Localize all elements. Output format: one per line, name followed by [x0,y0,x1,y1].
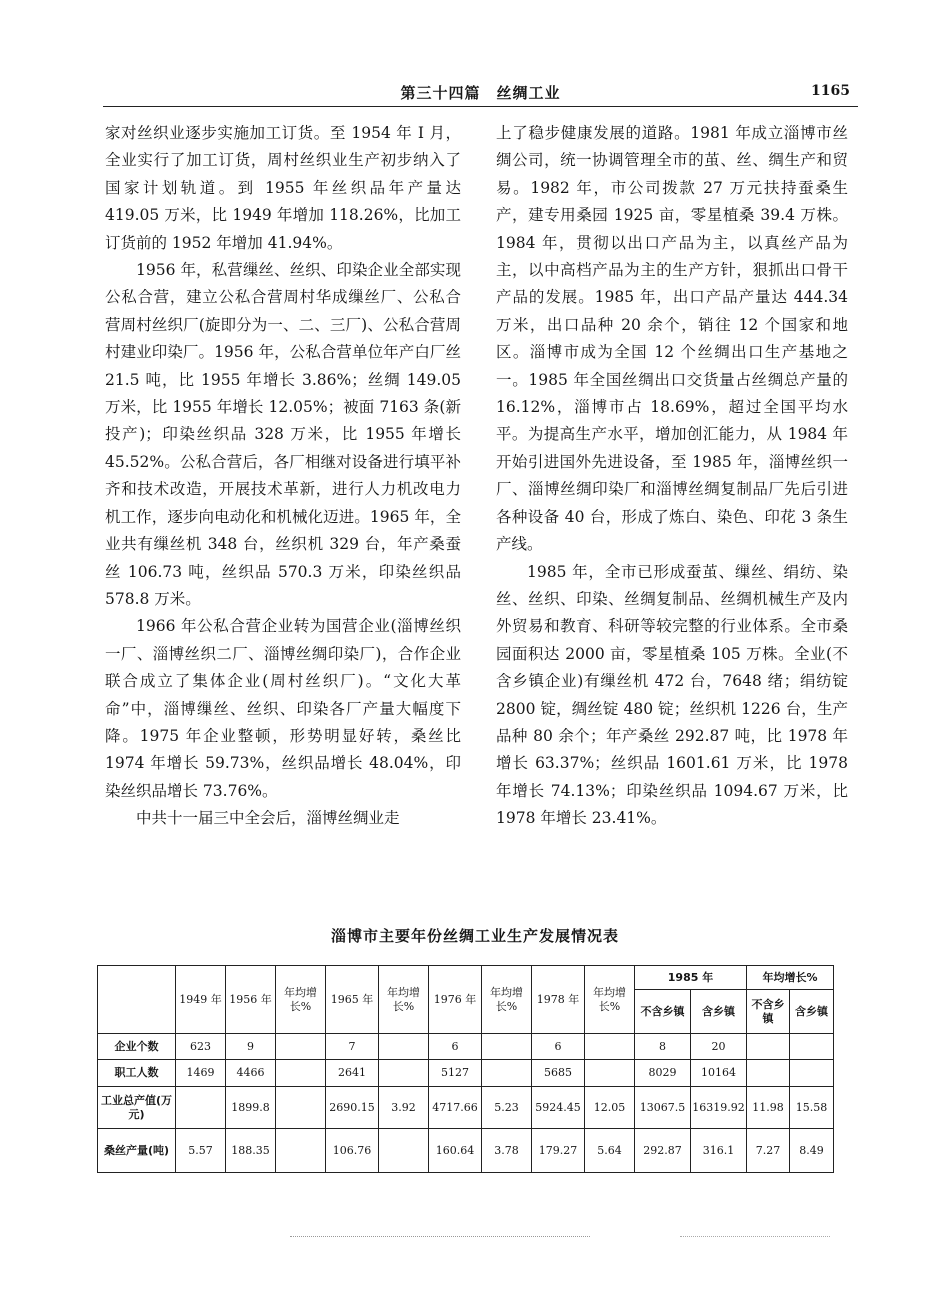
col-header-1976: 1976 年 [429,966,482,1034]
col-header-growth-excl: 不含乡镇 [747,990,790,1034]
table-cell: 623 [176,1034,226,1060]
col-header-1985-incl: 含乡镇 [691,990,747,1034]
table-cell: 3.92 [379,1087,429,1129]
table-cell: 5.57 [176,1129,226,1173]
col-header-1978: 1978 年 [532,966,585,1034]
table-cell: 5127 [429,1060,482,1087]
table-cell [482,1034,532,1060]
table-cell: 10164 [691,1060,747,1087]
table-cell: 5.64 [585,1129,635,1173]
table-cell: 20 [691,1034,747,1060]
table-cell [276,1034,326,1060]
header-title [103,82,858,103]
table-cell [379,1034,429,1060]
table-cell: 160.64 [429,1129,482,1173]
table-cell [379,1129,429,1173]
table-cell [379,1060,429,1087]
table-cell: 3.78 [482,1129,532,1173]
table-title: 淄博市主要年份丝绸工业生产发展情况表 [330,927,619,945]
table-row [98,1087,834,1129]
table-row [98,1129,834,1173]
table-cell: 1899.8 [226,1087,276,1129]
table-cell: 9 [226,1034,276,1060]
table-cell: 16319.92 [691,1087,747,1129]
table-cell [482,1060,532,1087]
header-section: 第三十四篇 [400,84,481,102]
paragraph: 中共十一届三中全会后，淄博丝绸业走 [136,809,400,828]
paragraph: 1956 年，私营缫丝、丝织、印染企业全部实现公私合营，建立公私合营周村华成缫丝厂、公私合营周村丝织厂(旋即分为一、二、三厂)、公私合营周村建业印染厂。1956 年，公私合营单位年产白厂丝 21.5 吨，比 1955 年增长 3.86%；丝绸 149.05 万米，比 1955 年增长 12.05%；被面 7163 条(新投产)；印染丝织品 328 万米，比 1955 年增长 45.52%。公私合营后，各厂相继对设备进行填平补齐和技术改造，开展技术革新，进行人力机改电力机工作，逐步向电动化和机械化迈进。1965 年，全业共有缫丝机 348 台，丝织机 329 台，年产桑蚕丝 106.73 吨，丝织品 570.3 万米，印染丝织品 578.8 万米。 [105,261,461,608]
col-header-annual-growth: 年均增长% [747,966,834,990]
table-cell: 15.58 [790,1087,834,1129]
row-label: 工业总产值(万元) [98,1087,176,1129]
row-label: 桑丝产量(吨) [98,1129,176,1173]
table-cell: 7 [326,1034,379,1060]
table-cell: 179.27 [532,1129,585,1173]
table-cell: 5.23 [482,1087,532,1129]
right-column [496,120,848,833]
row-label: 企业个数 [98,1034,176,1060]
table-cell [276,1129,326,1173]
table-cell: 292.87 [635,1129,691,1173]
table-cell [276,1087,326,1129]
table-cell [276,1060,326,1087]
corner-cell [98,966,176,1034]
header-chapter: 丝绸工业 [496,84,561,102]
left-column [105,120,461,833]
production-table [97,965,834,1173]
table-cell: 8029 [635,1060,691,1087]
table-cell: 4717.66 [429,1087,482,1129]
paragraph: 1966 年公私合营企业转为国营企业(淄博丝织一厂、淄博丝织二厂、淄博丝绸印染厂)，合作企业联合成立了集体企业(周村丝织厂)。“文化大革命”中，淄博缫丝、丝织、印染各厂产量大幅度下降。1975 年企业整顿，形势明显好转，桑丝比 1974 年增长 59.73%，丝织品增长 48.04%，印染丝织品增长 73.76%。 [105,617,461,800]
table-cell [585,1060,635,1087]
paragraph: 1985 年，全市已形成蚕茧、缫丝、绢纺、染丝、丝织、印染、丝绸复制品、丝绸机械生产及内外贸易和教育、科研等较完整的行业体系。全市桑园面积达 2000 亩，零星植桑 105 万株。全业(不含乡镇企业)有缫丝机 472 台，7648 绪；绢纺锭 2800 锭，绸丝锭 480 锭；丝织机 1226 台，生产品种 80 余个；年产桑丝 292.87 吨，比 1978 年增长 63.37%；丝织品 1601.61 万米，比 1978 年增长 74.13%；印染丝织品 1094.67 万米，比 1978 年增长 23.41%。 [496,562,848,828]
table-cell [747,1034,790,1060]
table-row [98,1034,834,1060]
table-cell: 4466 [226,1060,276,1087]
table-cell: 316.1 [691,1129,747,1173]
col-header-1965: 1965 年 [326,966,379,1034]
table-cell: 188.35 [226,1129,276,1173]
table-cell: 8.49 [790,1129,834,1173]
table-cell: 11.98 [747,1087,790,1129]
paragraph: 家对丝织业逐步实施加工订货。至 1954 年 I 月，全业实行了加工订货，周村丝织业生产初步纳入了国家计划轨道。到 1955 年丝织品年产量达 419.05 万米，比 1949 年增加 118.26%，比加工订货前的 1952 年增加 41.94%。 [105,124,461,252]
table-cell: 6 [532,1034,585,1060]
table-cell [790,1060,834,1087]
table-cell [790,1034,834,1060]
table-cell: 106.76 [326,1129,379,1173]
col-header-1985-excl: 不含乡镇 [635,990,691,1034]
table-cell: 2690.15 [326,1087,379,1129]
col-header-growth: 年均增长% [276,966,326,1034]
col-header-growth: 年均增长% [379,966,429,1034]
col-header-growth: 年均增长% [585,966,635,1034]
col-header-1949: 1949 年 [176,966,226,1034]
paragraph: 上了稳步健康发展的道路。1981 年成立淄博市丝绸公司，统一协调管理全市的茧、丝、绸生产和贸易。1982 年，市公司拨款 27 万元扶持蚕桑生产，建专用桑园 1925 亩，零星植桑 39.4 万株。1984 年，贯彻以出口产品为主，以真丝产品为主，以中高档产品为主的生产方针，狠抓出口骨干产品的发展。1985 年，出口产品产量达 444.34 万米，出口品种 20 余个，销往 12 个国家和地区。淄博市成为全国 12 个丝绸出口生产基地之一。1985 年全国丝绸出口交货量占丝绸总产量的 16.12%，淄博市占 18.69%，超过全国平均水平。为提高生产水平，增加创汇能力，从 1984 年开始引进国外先进设备，至 1985 年，淄博丝织一厂、淄博丝绸印染厂和淄博丝绸复制品厂先后引进各种设备 40 台，形成了炼白、染色、印花 3 条生产线。 [496,124,848,554]
table-cell: 1469 [176,1060,226,1087]
table-row [98,1060,834,1087]
footer-rule [680,1236,830,1237]
row-label: 职工人数 [98,1060,176,1087]
col-header-1985: 1985 年 [635,966,747,990]
page-number: 1165 [811,83,850,99]
table-cell: 5685 [532,1060,585,1087]
table-cell: 7.27 [747,1129,790,1173]
table-cell [176,1087,226,1129]
footer-rule [290,1236,590,1237]
table-cell: 5924.45 [532,1087,585,1129]
table-cell [585,1034,635,1060]
table-cell: 12.05 [585,1087,635,1129]
running-header [103,80,858,107]
table-cell [747,1060,790,1087]
table-cell: 2641 [326,1060,379,1087]
table-cell: 13067.5 [635,1087,691,1129]
col-header-1956: 1956 年 [226,966,276,1034]
col-header-growth: 年均增长% [482,966,532,1034]
table-cell: 6 [429,1034,482,1060]
col-header-growth-incl: 含乡镇 [790,990,834,1034]
table-cell: 8 [635,1034,691,1060]
